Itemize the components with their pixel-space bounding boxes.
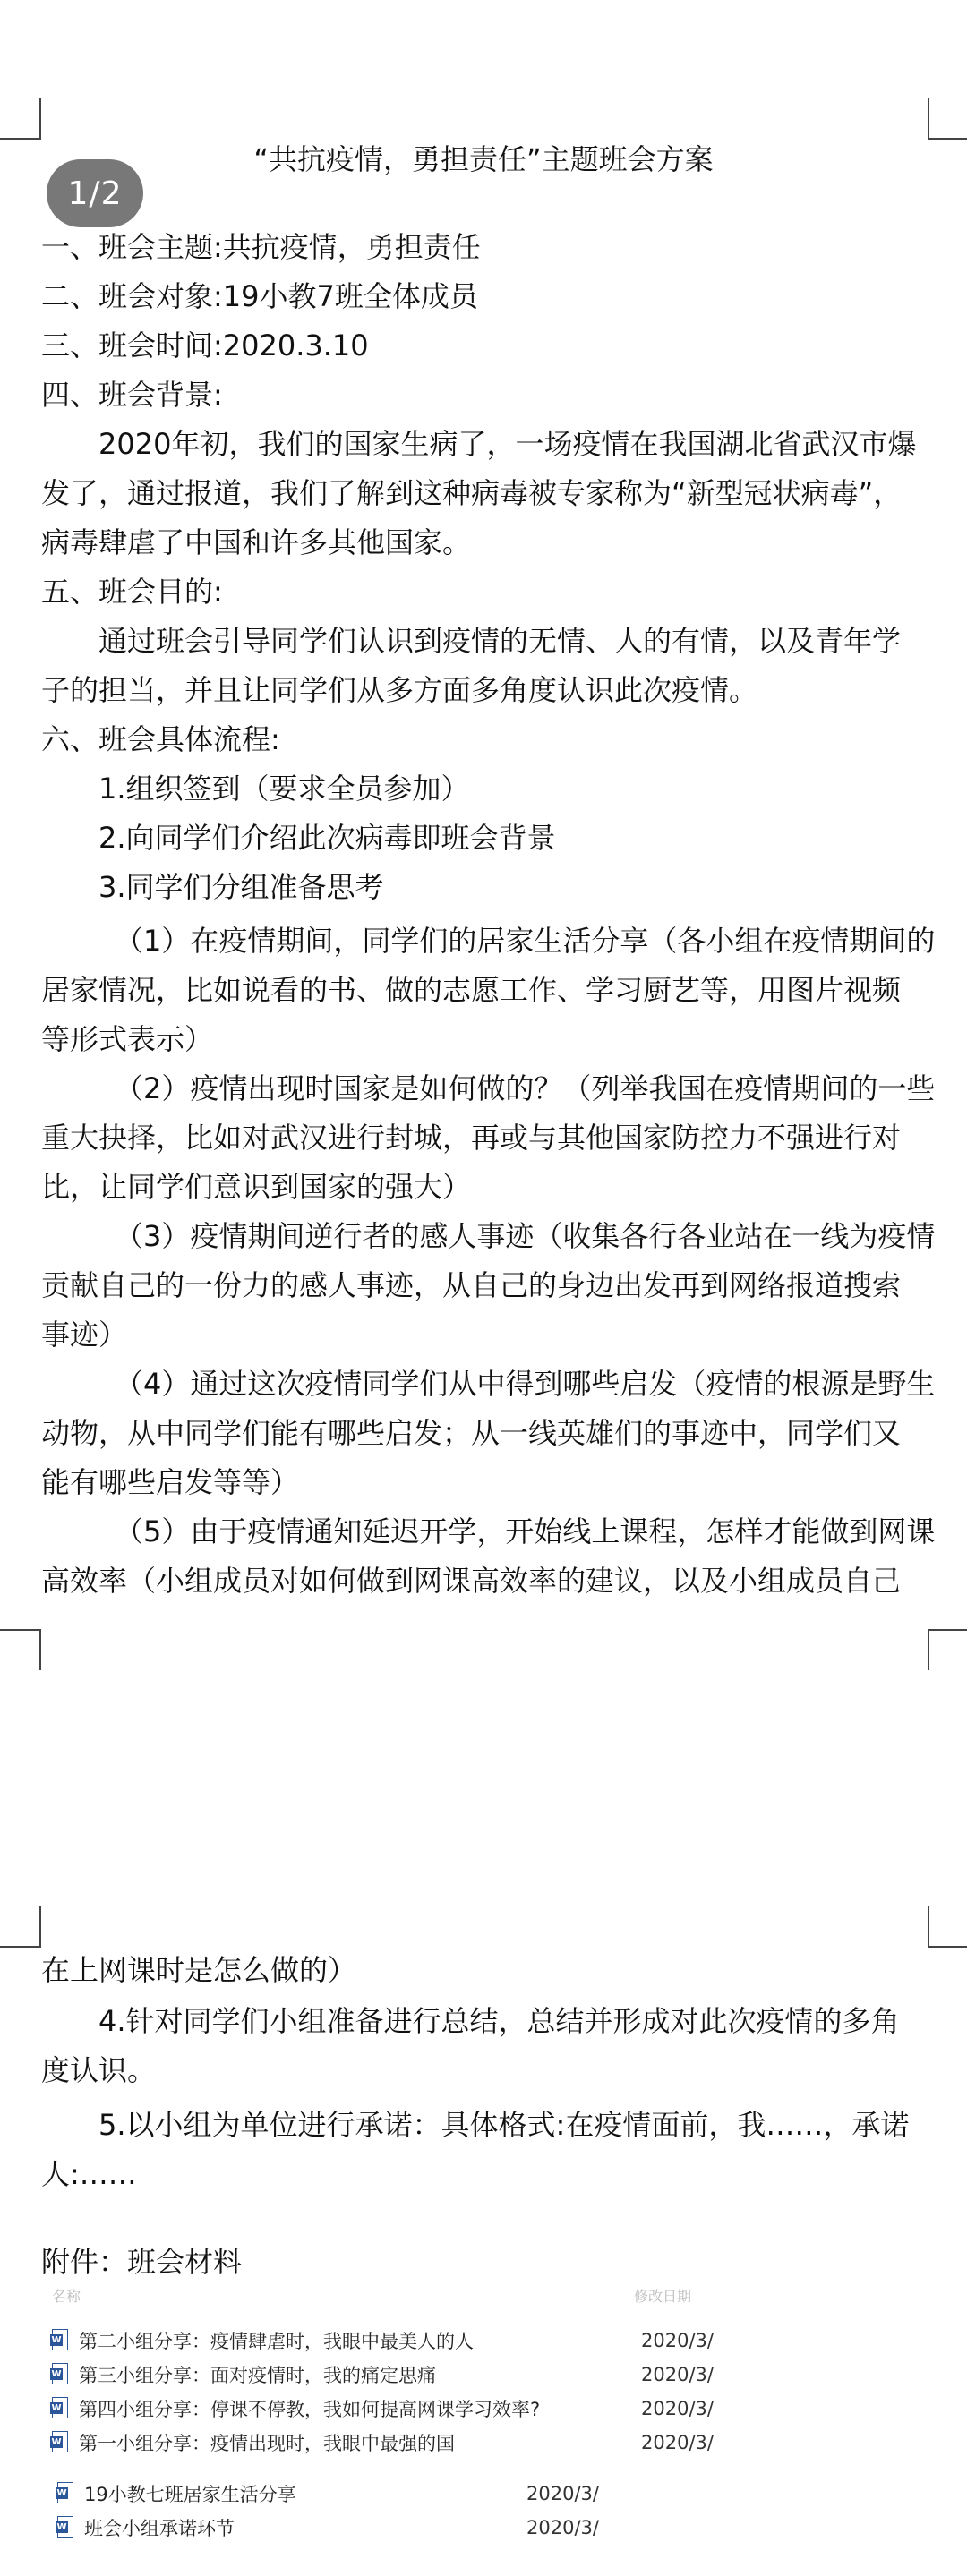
file-date: 2020/3/: [641, 2330, 714, 2351]
word-doc-icon: W: [50, 2329, 70, 2352]
attachment-title: 附件：班会材料: [41, 2245, 243, 2279]
file-date: 2020/3/: [641, 2398, 714, 2419]
paragraph-line: 发了，通过报道，我们了解到这种病毒被专家称为“新型冠状病毒”，: [41, 476, 903, 510]
paragraph-line: 高效率（小组成员对如何做到网课高效率的建议，以及小组成员自己: [41, 1564, 902, 1598]
file-name: 第四小组分享：停课不停教，我如何提高网课学习效率?: [79, 2399, 541, 2420]
section-heading: 四、班会背景:: [41, 378, 223, 412]
paragraph-line: 度认识。: [41, 2053, 157, 2087]
file-name: 19小教七班居家生活分享: [84, 2484, 296, 2505]
paragraph-line: 能有哪些启发等等）: [41, 1465, 300, 1499]
section-heading: 三、班会时间:2020.3.10: [41, 328, 369, 363]
file-date: 2020/3/: [526, 2483, 599, 2504]
paragraph-line: （1）在疫情期间，同学们的居家生活分享（各小组在疫情期间的: [115, 924, 936, 958]
list-item: 1.组织签到（要求全员参加）: [98, 772, 470, 806]
word-doc-icon: W: [56, 2516, 75, 2539]
section-heading: 一、班会主题:共抗疫情，勇担责任: [41, 230, 481, 264]
file-date: 2020/3/: [641, 2432, 714, 2453]
paragraph-line: 事迹）: [41, 1318, 128, 1352]
paragraph-line: （5）由于疫情通知延迟开学，开始线上课程，怎样才能做到网课: [115, 1514, 936, 1548]
word-doc-icon: W: [50, 2431, 70, 2454]
file-list-header-date: 修改日期: [634, 2288, 692, 2305]
section-heading: 五、班会目的:: [41, 575, 223, 609]
word-doc-icon: W: [50, 2363, 70, 2386]
list-item: 5.以小组为单位进行承诺：具体格式:在疫情面前，我……，承诺: [98, 2108, 910, 2142]
paragraph-line: 病毒肆虐了中国和许多其他国家。: [41, 525, 472, 559]
page-indicator-badge: 1/2: [47, 159, 143, 227]
page-corner-mark: [0, 1906, 41, 1948]
page-corner-mark: [928, 1906, 967, 1948]
paragraph-line: 2020年初，我们的国家生病了，一场疫情在我国湖北省武汉市爆: [98, 427, 917, 461]
paragraph-line: （2）疫情出现时国家是如何做的？（列举我国在疫情期间的一些: [115, 1071, 936, 1105]
page-corner-mark: [0, 1629, 41, 1670]
paragraph-line: 居家情况，比如说看的书、做的志愿工作、学习厨艺等，用图片视频: [41, 973, 902, 1007]
paragraph-line: 重大抉择，比如对武汉进行封城，再或与其他国家防控力不强进行对: [41, 1121, 902, 1155]
file-list-header-name: 名称: [52, 2288, 81, 2305]
file-row[interactable]: [50, 2393, 540, 2425]
file-name: 第一小组分享：疫情出现时，我眼中最强的国: [79, 2433, 455, 2454]
paragraph-line: （3）疫情期间逆行者的感人事迹（收集各行各业站在一线为疫情: [115, 1219, 936, 1253]
paragraph-line: 人:……: [41, 2157, 137, 2191]
file-name: 班会小组承诺环节: [84, 2518, 235, 2539]
file-row[interactable]: [50, 2324, 474, 2357]
document-title: “共抗疫情，勇担责任”主题班会方案: [253, 142, 714, 176]
file-row[interactable]: [56, 2478, 296, 2510]
paragraph-line: 动物，从中同学们能有哪些启发；从一线英雄们的事迹中，同学们又: [41, 1416, 902, 1450]
list-item: 3.同学们分组准备思考: [98, 870, 384, 904]
file-name: 第二小组分享：疫情肆虐时，我眼中最美人的人: [79, 2331, 474, 2352]
page-corner-mark: [928, 1629, 967, 1670]
section-heading: 二、班会对象:19小教7班全体成员: [41, 279, 478, 313]
page-corner-mark: [928, 98, 967, 140]
section-heading: 六、班会具体流程:: [41, 722, 280, 756]
paragraph-line: 子的担当，并且让同学们从多方面多角度认识此次疫情。: [41, 673, 758, 707]
file-date: 2020/3/: [641, 2364, 714, 2385]
page-corner-mark: [0, 98, 41, 140]
file-name: 第三小组分享：面对疫情时，我的痛定思痛: [79, 2365, 436, 2386]
paragraph-line: （4）通过这次疫情同学们从中得到哪些启发（疫情的根源是野生: [115, 1367, 936, 1401]
paragraph-line: 比，让同学们意识到国家的强大）: [41, 1170, 472, 1204]
paragraph-line: 通过班会引导同学们认识到疫情的无情、人的有情，以及青年学: [98, 624, 902, 658]
file-date: 2020/3/: [526, 2517, 599, 2538]
file-row[interactable]: [50, 2358, 436, 2391]
paragraph-line: 在上网课时是怎么做的）: [41, 1953, 357, 1987]
file-row[interactable]: [50, 2427, 455, 2459]
word-doc-icon: W: [50, 2397, 70, 2420]
word-doc-icon: W: [56, 2482, 75, 2505]
paragraph-line: 贡献自己的一份力的感人事迹，从自己的身边出发再到网络报道搜索: [41, 1268, 902, 1302]
list-item: 2.向同学们介绍此次病毒即班会背景: [98, 821, 556, 855]
list-item: 4.针对同学们小组准备进行总结，总结并形成对此次疫情的多角: [98, 2004, 900, 2038]
file-row[interactable]: [56, 2512, 235, 2544]
paragraph-line: 等形式表示）: [41, 1022, 214, 1056]
